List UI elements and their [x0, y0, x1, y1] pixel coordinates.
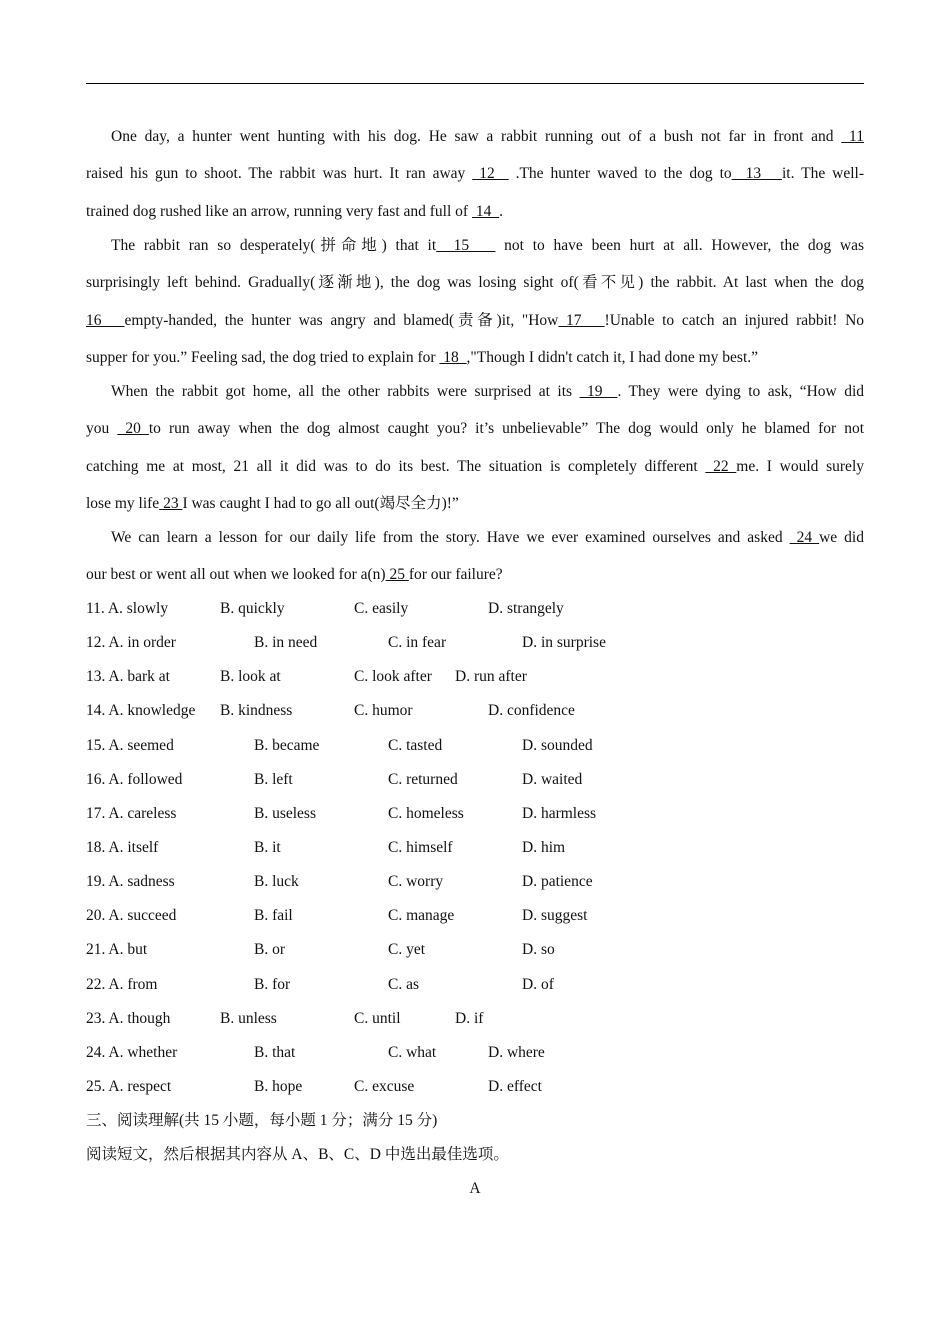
option-a[interactable]: 19. A. sadness	[86, 873, 175, 891]
text-line	[86, 302, 864, 339]
option-c[interactable]: C. tasted	[388, 736, 443, 754]
option-c[interactable]: C. manage	[388, 907, 455, 925]
text: ,"Though I didn't catch it, I had done my best.”	[466, 348, 759, 366]
option-a[interactable]: 21. A. but	[86, 941, 148, 959]
option-c[interactable]: C. returned	[388, 770, 458, 788]
text-line	[86, 485, 864, 522]
option-a[interactable]: 23. A. though	[86, 1009, 171, 1027]
option-a[interactable]: 22. A. from	[86, 975, 158, 993]
option-c[interactable]: C. himself	[388, 838, 453, 856]
text: surprisingly left behind. Gradually(逐渐地), the dog was losing sight of(看不见) the rabbit. At last when the dog	[86, 274, 864, 292]
question-row	[86, 592, 864, 626]
text: empty-handed, the hunter was angry and blamed(责备)it, "How	[124, 311, 559, 329]
option-a[interactable]: 11. A. slowly	[86, 600, 169, 617]
text: supper for you.” Feeling sad, the dog tried to explain for	[86, 348, 440, 366]
blank-13[interactable]: 13	[731, 165, 782, 183]
option-c[interactable]: C. as	[388, 975, 419, 993]
option-a[interactable]: 13. A. bark at	[86, 668, 170, 686]
option-d[interactable]: D. suggest	[522, 907, 588, 925]
option-a[interactable]: 16. A. followed	[86, 770, 183, 788]
option-b[interactable]: B. quickly	[220, 600, 285, 617]
question-row	[86, 1036, 864, 1070]
text-line	[86, 264, 864, 301]
option-b[interactable]: B. it	[254, 838, 281, 856]
option-c[interactable]: C. look after	[354, 668, 432, 686]
header-rule	[86, 83, 864, 84]
text: not to have been hurt at all. However, the dog was	[495, 237, 864, 254]
option-d[interactable]: D. confidence	[488, 702, 575, 720]
option-c[interactable]: C. until	[354, 1009, 401, 1027]
option-b[interactable]: B. look at	[220, 668, 281, 686]
text: trained dog rushed like an arrow, running very fast and full of	[86, 202, 472, 220]
blank-16[interactable]: 16	[86, 311, 125, 329]
text: I was caught I had to go all out(竭尽全力)!”	[182, 494, 459, 512]
option-c[interactable]: C. homeless	[388, 804, 464, 822]
option-d[interactable]: D. patience	[522, 873, 593, 891]
option-d[interactable]: D. harmless	[522, 804, 597, 822]
question-row	[86, 968, 864, 1002]
option-b[interactable]: B. unless	[220, 1009, 277, 1027]
option-a[interactable]: 12. A. in order	[86, 634, 176, 652]
option-a[interactable]: 14. A. knowledge	[86, 702, 196, 720]
option-d[interactable]: D. him	[522, 838, 566, 856]
option-b[interactable]: B. kindness	[220, 702, 293, 720]
part-label: A	[469, 1180, 481, 1197]
option-c[interactable]: C. in fear	[388, 634, 447, 652]
blank-22[interactable]: 22	[705, 457, 737, 475]
option-b[interactable]: B. fail	[254, 907, 293, 925]
option-b[interactable]: B. left	[254, 770, 293, 788]
blank-12[interactable]: 12	[472, 165, 509, 183]
section-heading: 三、阅读理解(共 15 小题，每小题 1 分；满分 15 分)	[86, 1112, 438, 1129]
question-row	[86, 933, 864, 967]
option-c[interactable]: C. easily	[354, 600, 409, 617]
option-a[interactable]: 18. A. itself	[86, 838, 159, 856]
text-line	[86, 448, 864, 485]
question-row	[86, 1002, 864, 1036]
question-row	[86, 626, 864, 660]
text: When the rabbit got home, all the other rabbits were surprised at its	[111, 383, 580, 400]
option-b[interactable]: B. or	[254, 941, 285, 959]
text: !Unable to catch an injured rabbit! No	[604, 311, 865, 329]
blank-19[interactable]: 19	[579, 383, 618, 400]
option-b[interactable]: B. became	[254, 736, 320, 754]
option-c[interactable]: C. yet	[388, 941, 426, 959]
option-a[interactable]: 15. A. seemed	[86, 736, 174, 754]
option-b[interactable]: B. useless	[254, 804, 316, 822]
blank-20[interactable]: 20	[117, 420, 149, 438]
text-line	[86, 373, 864, 410]
text: .	[499, 202, 503, 220]
text: catching me at most, 21 all it did was to do its best. The situation is completely different	[86, 457, 706, 475]
paragraph-2	[86, 227, 864, 376]
option-b[interactable]: B. that	[254, 1043, 296, 1061]
option-d[interactable]: D. if	[455, 1009, 484, 1027]
blank-18[interactable]: 18	[439, 348, 467, 366]
option-d[interactable]: D. sounded	[522, 736, 593, 754]
paragraph-1	[86, 118, 864, 230]
text-line	[86, 155, 864, 192]
option-d[interactable]: D. run after	[455, 668, 527, 686]
text: our best or went all out when we looked for a(n)	[86, 566, 386, 584]
option-d[interactable]: D. effect	[488, 1077, 542, 1095]
blank-14[interactable]: 14	[471, 202, 500, 220]
text-line	[86, 193, 864, 230]
text: We can learn a lesson for our daily life from the story. Have we ever examined ourselves and asked	[111, 529, 790, 546]
blank-17[interactable]: 17	[558, 311, 605, 329]
text: you	[86, 420, 118, 438]
blank-25[interactable]: 25	[385, 566, 409, 584]
text: we did	[819, 529, 864, 546]
question-row	[86, 1070, 864, 1104]
question-row	[86, 797, 864, 831]
question-row	[86, 763, 864, 797]
option-c[interactable]: C. humor	[354, 702, 413, 720]
text-line	[86, 519, 864, 556]
question-row	[86, 899, 864, 933]
text: lose my life	[86, 494, 160, 512]
option-b[interactable]: B. hope	[254, 1077, 303, 1095]
option-d[interactable]: D. where	[488, 1043, 545, 1061]
blank-11[interactable]: 11	[841, 128, 864, 145]
blank-15[interactable]: 15	[436, 237, 496, 254]
option-a[interactable]: 20. A. succeed	[86, 907, 177, 925]
text: One day, a hunter went hunting with his dog. He saw a rabbit running out of a bush not far in front and	[111, 128, 842, 145]
text: it. The well-	[781, 165, 865, 183]
option-c[interactable]: C. worry	[388, 873, 444, 891]
question-row	[86, 831, 864, 865]
text-line	[86, 339, 864, 376]
text-line	[86, 227, 864, 264]
text-line	[86, 118, 864, 155]
text: for our failure?	[408, 566, 503, 584]
text: .The hunter waved to the dog to	[508, 165, 732, 183]
question-row	[86, 865, 864, 899]
option-b[interactable]: B. for	[254, 975, 291, 993]
text: The rabbit ran so desperately(拼命地) that it	[111, 237, 437, 254]
text: . They were dying to ask, “How did	[617, 383, 865, 400]
question-row	[86, 660, 864, 694]
blank-23[interactable]: 23	[159, 494, 183, 512]
options-list	[86, 592, 864, 1104]
paragraph-3	[86, 373, 864, 522]
text: to run away when the dog almost caught you? it’s unbelievable” The dog would only he blamed for not	[148, 420, 865, 438]
option-d[interactable]: D. waited	[522, 770, 583, 788]
option-d[interactable]: D. of	[522, 975, 554, 993]
option-b[interactable]: B. luck	[254, 873, 299, 891]
section-instruction: 阅读短文，然后根据其内容从 A、B、C、D 中选出最佳选项。	[86, 1146, 509, 1163]
option-d[interactable]: D. in surprise	[522, 634, 606, 652]
option-b[interactable]: B. in need	[254, 634, 318, 652]
paragraph-4	[86, 519, 864, 594]
option-c[interactable]: C. what	[388, 1043, 437, 1061]
text-line	[86, 556, 864, 593]
text: me. I would surely	[736, 457, 864, 475]
text: raised his gun to shoot. The rabbit was hurt. It ran away	[86, 165, 473, 183]
question-row	[86, 694, 864, 728]
option-a[interactable]: 17. A. careless	[86, 804, 177, 822]
option-c[interactable]: C. excuse	[354, 1077, 415, 1095]
blank-24[interactable]: 24	[789, 529, 820, 546]
option-a[interactable]: 25. A. respect	[86, 1077, 172, 1095]
option-d[interactable]: D. so	[522, 941, 555, 959]
question-row	[86, 729, 864, 763]
text-line	[86, 410, 864, 447]
option-d[interactable]: D. strangely	[488, 600, 564, 617]
option-a[interactable]: 24. A. whether	[86, 1043, 178, 1061]
